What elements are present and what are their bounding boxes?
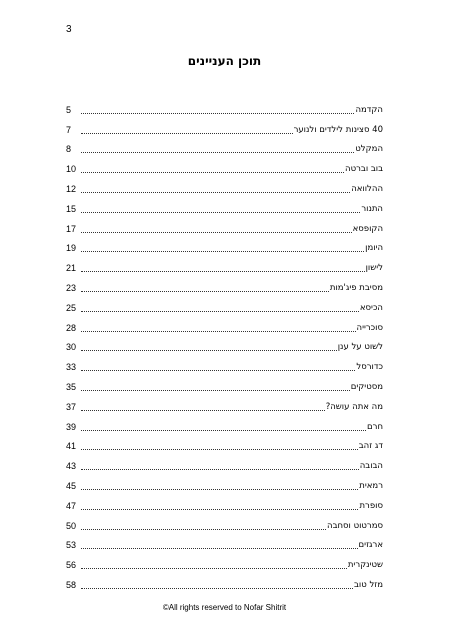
toc-entry[interactable] xyxy=(66,492,383,512)
toc-entry[interactable] xyxy=(66,136,383,156)
toc-entry-label: מזל טוב xyxy=(354,579,383,590)
toc-entry-label: היומן xyxy=(365,243,383,254)
toc-entry-page: 28 xyxy=(66,322,77,333)
toc-leader-dots xyxy=(81,508,358,510)
toc-entry-label: בוב וברטה xyxy=(345,164,383,175)
toc-entry[interactable] xyxy=(66,235,383,255)
toc-leader-dots xyxy=(81,270,365,272)
toc-entry-label: לשוט על ענן xyxy=(337,342,383,353)
toc-entry-page: 5 xyxy=(66,104,72,115)
toc-entry-label: ההלוואה xyxy=(351,183,383,194)
toc-entry-label: 40 סצינות לילדים ולנוער xyxy=(293,124,383,135)
toc-title: תוכן העניינים xyxy=(187,54,262,68)
toc-entry[interactable] xyxy=(66,294,383,314)
toc-leader-dots xyxy=(81,409,325,411)
toc-leader-dots xyxy=(81,468,359,470)
toc-entry-label: הקדמה xyxy=(355,104,383,115)
toc-entry[interactable] xyxy=(66,452,383,472)
toc-entry-label: מסטיקים xyxy=(350,381,383,392)
toc-entry[interactable] xyxy=(66,314,383,334)
toc-leader-dots xyxy=(81,488,358,490)
toc-entry-label: סוכרייה xyxy=(356,322,383,333)
toc-leader-dots xyxy=(81,429,366,431)
toc-leader-dots xyxy=(81,547,358,549)
toc-leader-dots xyxy=(81,151,354,153)
toc-entry[interactable] xyxy=(66,551,383,571)
toc-entry-label: התנור xyxy=(361,203,383,214)
toc-entry[interactable] xyxy=(66,96,383,116)
toc-entry[interactable] xyxy=(66,472,383,492)
toc-entry-page: 33 xyxy=(66,362,77,373)
toc-entry-page: 10 xyxy=(66,164,77,175)
toc-entry[interactable] xyxy=(66,215,383,235)
toc-entry[interactable] xyxy=(66,274,383,294)
toc-entry-label: הקופסא xyxy=(352,223,383,234)
toc-entry-page: 30 xyxy=(66,342,77,353)
toc-entry[interactable] xyxy=(66,155,383,175)
toc-entry-label: מסיבת פיג'מות xyxy=(329,282,383,293)
toc-entry[interactable] xyxy=(66,195,383,215)
toc-leader-dots xyxy=(81,448,358,450)
toc-entry-label: המקלט xyxy=(355,144,383,155)
toc-entry-label: לישון xyxy=(365,263,383,274)
toc-leader-dots xyxy=(81,587,353,589)
toc-entry-page: 39 xyxy=(66,421,77,432)
toc-leader-dots xyxy=(81,349,337,351)
toc-entry-page: 15 xyxy=(66,203,77,214)
toc-entry-page: 58 xyxy=(66,579,77,590)
toc-entry-page: 23 xyxy=(66,282,77,293)
toc-entry[interactable] xyxy=(66,175,383,195)
toc-leader-dots xyxy=(81,112,354,114)
toc-entry[interactable] xyxy=(66,413,383,433)
toc-leader-dots xyxy=(81,369,355,371)
toc-entry-label: הבובה xyxy=(359,461,383,472)
toc-entry-label: הכיסא xyxy=(359,302,383,313)
toc-entry-page: 7 xyxy=(66,124,72,135)
toc-entry-label: שטינקרית xyxy=(347,560,383,571)
toc-entry[interactable] xyxy=(66,334,383,354)
toc-entry-page: 25 xyxy=(66,302,77,313)
toc-entry[interactable] xyxy=(66,512,383,532)
toc-leader-dots xyxy=(81,528,326,530)
toc-leader-dots xyxy=(81,290,329,292)
toc-leader-dots xyxy=(81,171,344,173)
toc-leader-dots xyxy=(81,310,359,312)
toc-leader-dots xyxy=(81,330,356,332)
toc-leader-dots xyxy=(81,231,352,233)
toc-leader-dots xyxy=(81,389,350,391)
toc-entry[interactable] xyxy=(66,373,383,393)
toc-entry-page: 21 xyxy=(66,263,77,274)
toc-entry-page: 19 xyxy=(66,243,77,254)
toc-list xyxy=(66,96,383,591)
toc-entry[interactable] xyxy=(66,433,383,453)
toc-entry-page: 8 xyxy=(66,144,72,155)
copyright-footer: ©All rights reserved to Nofar Shitrit xyxy=(162,603,287,612)
page-number: 3 xyxy=(66,24,72,35)
toc-leader-dots xyxy=(81,567,347,569)
toc-entry-label: מה אתה עושה? xyxy=(325,401,383,412)
toc-leader-dots xyxy=(81,211,360,213)
toc-leader-dots xyxy=(81,250,364,252)
toc-leader-dots xyxy=(81,132,293,134)
toc-entry-page: 50 xyxy=(66,520,77,531)
toc-entry-label: חרם xyxy=(367,421,383,432)
toc-leader-dots xyxy=(81,191,350,193)
toc-entry-page: 56 xyxy=(66,560,77,571)
toc-entry-label: ארגזים xyxy=(358,540,383,551)
toc-entry-page: 45 xyxy=(66,480,77,491)
toc-entry-page: 41 xyxy=(66,441,77,452)
toc-entry[interactable] xyxy=(66,254,383,274)
toc-entry[interactable] xyxy=(66,116,383,136)
toc-entry-page: 43 xyxy=(66,461,77,472)
toc-entry[interactable] xyxy=(66,353,383,373)
toc-entry-page: 37 xyxy=(66,401,77,412)
toc-entry-page: 35 xyxy=(66,381,77,392)
toc-entry-label: סופרת xyxy=(359,500,383,511)
toc-entry-page: 12 xyxy=(66,183,77,194)
toc-entry-label: סמרטוט וסחבה xyxy=(327,520,383,531)
toc-entry[interactable] xyxy=(66,393,383,413)
toc-entry-page: 47 xyxy=(66,500,77,511)
toc-entry-page: 53 xyxy=(66,540,77,551)
toc-entry[interactable] xyxy=(66,532,383,552)
toc-entry-label: רמאית xyxy=(359,480,383,491)
toc-entry-label: דג זהב xyxy=(358,441,383,452)
toc-entry-page: 17 xyxy=(66,223,77,234)
toc-entry[interactable] xyxy=(66,571,383,591)
toc-entry-label: כדורסל xyxy=(356,362,383,373)
